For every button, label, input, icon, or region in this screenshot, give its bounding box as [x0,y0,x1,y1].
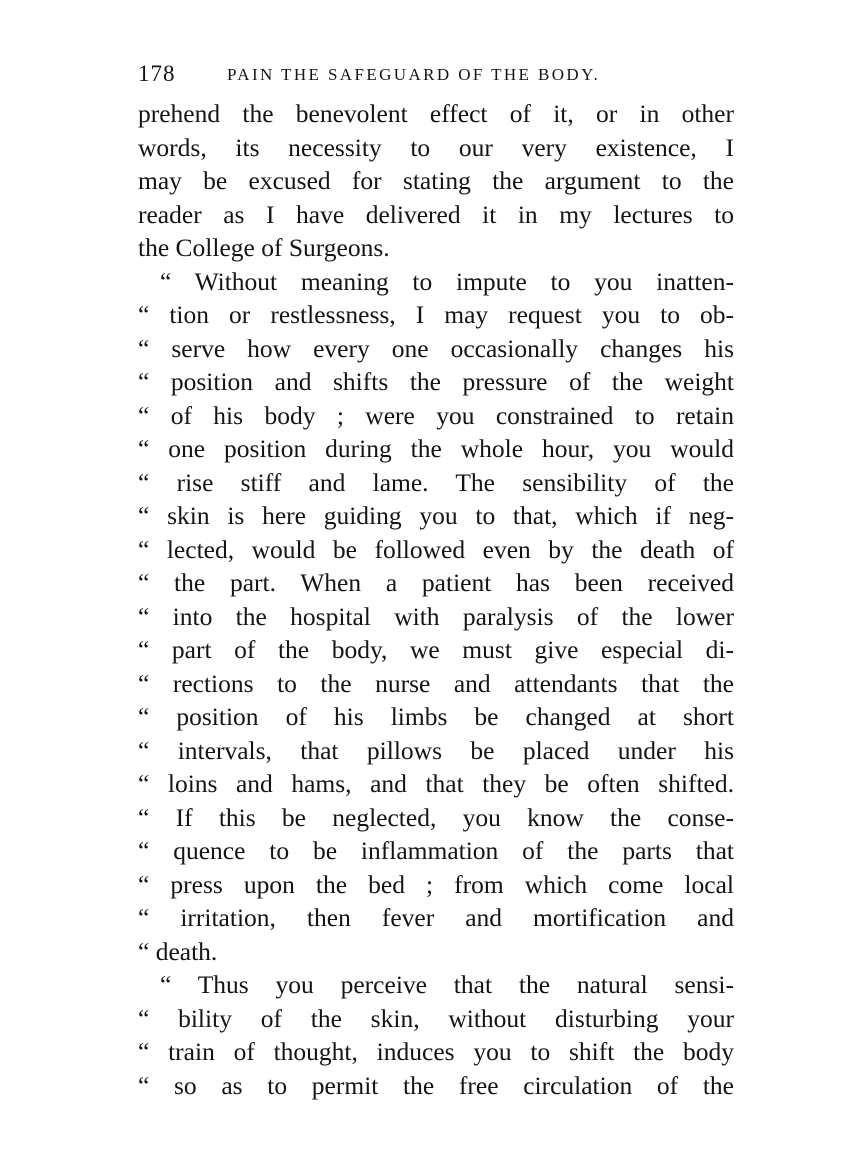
text-line: “ Without meaning to impute to you inatten- [160,266,734,296]
paragraph [138,968,734,1102]
text-line: “ bility of the skin, without disturbing your [138,1003,734,1033]
running-header [138,58,738,90]
text-line: “ rise stiff and lame. The sensibility of the [138,467,734,497]
text-line: “ loins and hams, and that they be often shifted. [138,769,734,798]
text-line: “ into the hospital with paralysis of the lower [138,601,734,631]
text-line: “ If this be neglected, you know the conse- [138,802,734,832]
text-line: “ the part. When a patient has been received [138,568,734,597]
text-line: “ skin is here guiding you to that, which if neg- [138,501,734,530]
text-line: “ position and shifts the pressure of the weight [138,367,734,396]
text-line: “ position of his limbs be changed at short [138,702,734,731]
text-line: “ so as to permit the free circulation of the [138,1070,734,1100]
text-line: “ quence to be inflammation of the parts that [138,836,734,865]
running-title: PAIN THE SAFEGUARD OF THE BODY. [227,65,601,84]
text-line: “ tion or restlessness, I may request you to ob- [138,300,734,329]
body-text [138,97,734,1102]
text-line: reader as I have delivered it in my lectures to [138,199,734,229]
text-line: “ serve how every one occasionally changes his [138,333,734,363]
text-line: “ lected, would be followed even by the death of [138,534,734,564]
text-line: “ train of thought, induces you to shift the body [138,1037,734,1066]
text-line: “ press upon the bed ; from which come local [138,869,734,899]
text-line: “ one position during the whole hour, you would [138,434,734,463]
paragraph [138,97,734,265]
text-line: prehend the benevolent effect of it, or in other [138,99,734,128]
text-line: the College of Surgeons. [138,233,390,262]
page-number: 178 [138,61,176,86]
text-line: words, its necessity to our very existence, I [138,132,734,162]
text-line: “ rections to the nurse and attendants that the [138,668,734,698]
text-line: “ part of the body, we must give especial di- [138,635,734,664]
paragraph [138,265,734,969]
text-line: “ Thus you perceive that the natural sensi- [160,970,734,999]
text-line: “ of his body ; were you constrained to retain [138,400,734,430]
text-line: “ death. [138,936,218,966]
text-line: may be excused for stating the argument to the [138,166,734,195]
text-line: “ intervals, that pillows be placed under his [138,735,734,765]
text-line: “ irritation, then fever and mortification and [138,903,734,932]
